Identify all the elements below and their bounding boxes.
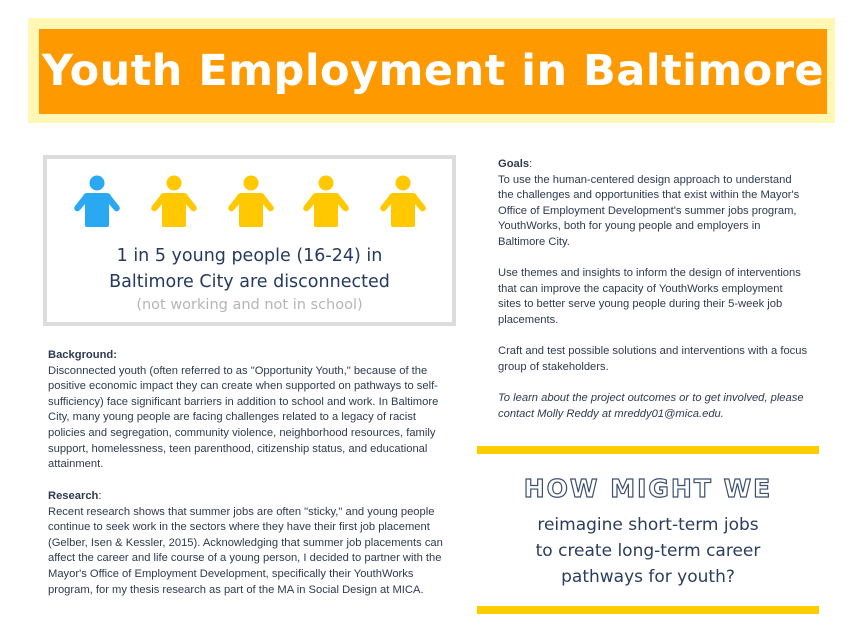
hmw-question-line-2: to create long-term career [535, 541, 761, 561]
statistic-line-2: Baltimore City are disconnected [109, 272, 390, 292]
background-heading: Background: [48, 349, 117, 361]
person-icon [151, 175, 197, 227]
statistic-line-1: 1 in 5 young people (16-24) in [116, 246, 383, 266]
hmw-question-line-3: pathways for youth? [561, 567, 735, 587]
person-icon-highlighted [74, 175, 120, 227]
goals-heading: Goals [498, 158, 530, 170]
goals-heading-colon: : [529, 158, 533, 170]
title-banner [28, 18, 835, 123]
goals-section [498, 157, 808, 422]
goals-paragraph: To use the human-centered design approach to understand the challenges and opportunities that exist within the Mayor's Office of Employment Development's summer jobs program, YouthWorks, both for young people and employers in Baltimore City. [498, 173, 800, 248]
background-body: Disconnected youth (often referred to as "Opportunity Youth," because of the positive economic impact they can create when supported on pathways to self-sufficiency) face significant barriers in addition to school and work. In Baltimore City, many young people are facing challenges related to a legacy of racist policies and segregation, community violence, neighborhood resources, family support, homelessness, teen parenthood, citizenship status, and educational attainment. [48, 364, 439, 471]
research-body: Recent research shows that summer jobs are often "sticky," and young people continue to seek work in the sectors where they have their first job placement (Gelber, Isen & Kessler, 2015). Acknowledging that summer job placements can affect the career and life course of a young person, I decided to partner with the Mayor's Office of Employment Development, specifically their YouthWorks program, for my thesis research as part of the MA in Social Design at MICA. [48, 505, 443, 596]
goals-paragraph: Craft and test possible solutions and interventions with a focus group of stakeholders. [498, 345, 808, 373]
person-icon [303, 175, 349, 227]
hmw-title: HOW MIGHT WE [523, 474, 773, 503]
title-banner-inner [39, 29, 827, 114]
page-title: Youth Employment in Baltimore [41, 46, 825, 96]
research-section [48, 489, 448, 598]
statistic-text [47, 243, 452, 315]
contact-note: To learn about the project outcomes or to get involved, please contact Molly Reddy at mreddy01@mica.edu. [498, 391, 804, 420]
hmw-question-line-1: reimagine short-term jobs [537, 515, 759, 535]
background-section [48, 348, 448, 473]
hmw-top-divider [477, 446, 819, 454]
hmw-question [477, 512, 819, 590]
hmw-bottom-divider [477, 606, 819, 614]
people-icon-row [47, 175, 452, 231]
person-icon [380, 175, 426, 227]
person-icon [228, 175, 274, 227]
research-heading-colon: : [98, 490, 102, 502]
research-heading: Research [48, 490, 99, 502]
goals-paragraph: Use themes and insights to inform the design of interventions that can improve the capacity of YouthWorks employment sites to better serve young people during their 5-week job placements. [498, 267, 801, 326]
statistic-subline: (not working and not in school) [136, 297, 363, 313]
statistic-card [43, 155, 456, 326]
